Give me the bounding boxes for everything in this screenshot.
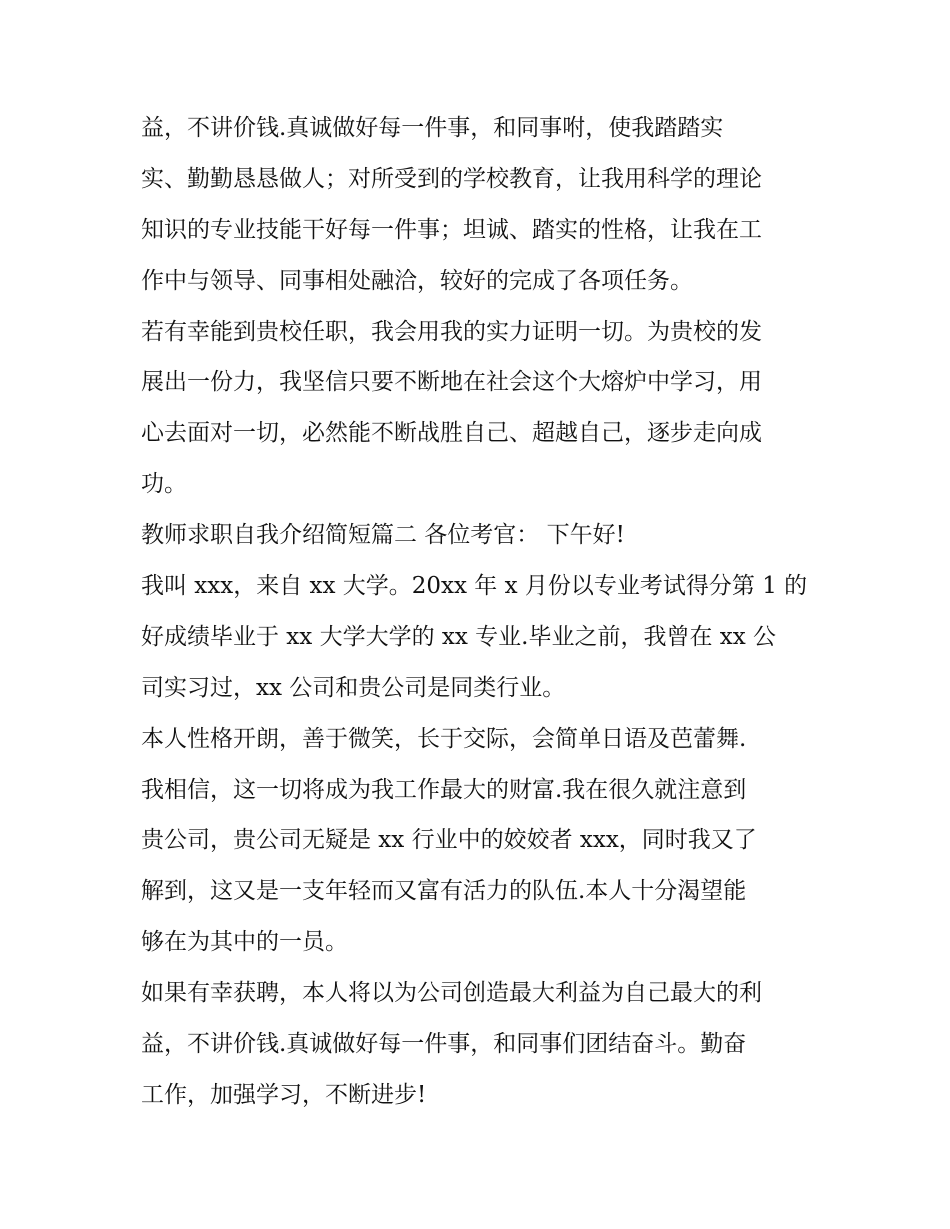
- text-line: 展出一份力，我坚信只要不断地在社会这个大熔炉中学习，用: [141, 369, 762, 396]
- text-line: 功。: [141, 471, 187, 498]
- text-line: 工作，加强学习，不断进步!: [141, 1081, 427, 1108]
- text-line: 若有幸能到贵校任职，我会用我的实力证明一切。为贵校的发: [141, 318, 762, 345]
- section-heading-line: 教师求职自我介绍简短篇二 各位考官： 下午好!: [141, 522, 625, 549]
- text-line: 贵公司，贵公司无疑是 xx 行业中的姣姣者 xxx，同时我又了: [141, 827, 757, 854]
- text-line: 解到，这又是一支年轻而又富有活力的队伍.本人十分渴望能: [141, 878, 747, 905]
- text-line: 够在为其中的一员。: [141, 929, 348, 956]
- text-line: 我相信，这一切将成为我工作最大的财富.我在很久就注意到: [141, 776, 747, 803]
- document-body: [141, 103, 821, 1121]
- text-line: 心去面对一切，必然能不断战胜自己、超越自己，逐步走向成: [141, 420, 762, 447]
- text-line: 实、勤勤恳恳做人；对所受到的学校教育，让我用科学的理论: [141, 165, 762, 192]
- text-line: 益，不讲价钱.真诚做好每一件事，和同事咐，使我踏踏实: [141, 115, 724, 141]
- text-line: 我叫 xxx，来自 xx 大学。20xx 年 x 月份以专业考试得分第 1 的: [141, 573, 808, 600]
- text-line: 益，不讲价钱.真诚做好每一件事，和同事们团结奋斗。勤奋: [141, 1031, 747, 1058]
- text-line: 司实习过，xx 公司和贵公司是同类行业。: [141, 674, 566, 701]
- text-line: 好成绩毕业于 xx 大学大学的 xx 专业.毕业之前，我曾在 xx 公: [141, 623, 777, 650]
- text-line: 本人性格开朗，善于微笑，长于交际，会简单日语及芭蕾舞.: [141, 725, 747, 752]
- text-line: 作中与领导、同事相处融洽，较好的完成了各项任务。: [141, 267, 693, 294]
- text-line: 知识的专业技能干好每一件事；坦诚、踏实的性格，让我在工: [141, 216, 762, 243]
- text-line: 如果有幸获聘，本人将以为公司创造最大利益为自己最大的利: [141, 980, 762, 1007]
